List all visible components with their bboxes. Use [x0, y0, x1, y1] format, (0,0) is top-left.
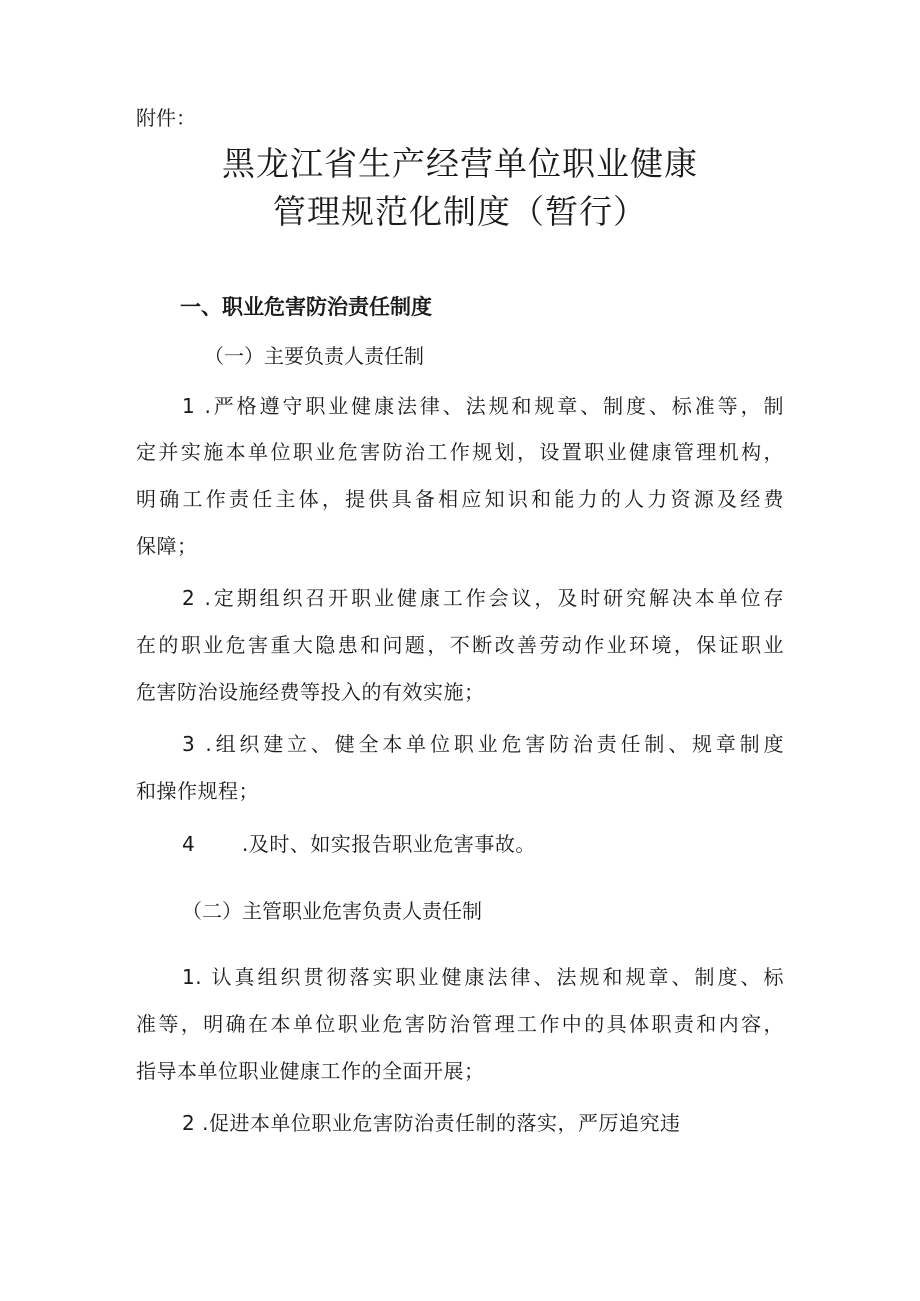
paragraph-line: 和操作规程； — [136, 779, 259, 803]
paragraph-line: 2 .促进本单位职业危害防治责任制的落实，严厉追究违 — [182, 1111, 681, 1135]
subsection-heading: （二）主管职业危害负责人责任制 — [182, 899, 482, 923]
paragraph-line: 1 .严格遵守职业健康法律、法规和规章、制度、标准等，制 — [182, 394, 784, 418]
paragraph-line: 危害防治设施经费等投入的有效实施； — [136, 680, 485, 704]
attachment-label: 附件： — [136, 106, 196, 130]
paragraph-line: 1. 认真组织贯彻落实职业健康法律、法规和规章、制度、标 — [182, 965, 784, 989]
paragraph-line: 保障； — [136, 534, 198, 558]
paragraph-line: 3 .组织建立、健全本单位职业危害防治责任制、规章制度 — [182, 732, 784, 756]
paragraph-line: .及时、如实报告职业危害事故。 — [242, 832, 536, 856]
subsection-heading: （一）主要负责人责任制 — [204, 344, 424, 368]
document-title-line-1: 黑龙江省生产经营单位职业健康 — [222, 144, 698, 183]
paragraph-line: 定并实施本单位职业危害防治工作规划，设置职业健康管理机构， — [136, 440, 784, 464]
section-heading: 一、职业危害防治责任制度 — [180, 295, 432, 319]
paragraph-line: 准等，明确在本单位职业危害防治管理工作中的具体职责和内容， — [136, 1012, 784, 1036]
paragraph-line: 在的职业危害重大隐患和问题，不断改善劳动作业环境，保证职业 — [136, 633, 784, 657]
paragraph-line: 指导本单位职业健康工作的全面开展； — [136, 1059, 485, 1083]
paragraph-line: 2 .定期组织召开职业健康工作会议，及时研究解决本单位存 — [182, 586, 784, 610]
list-number: 4 — [182, 832, 196, 856]
document-title-line-2: 管理规范化制度（暂行） — [273, 192, 647, 231]
paragraph-line: 明确工作责任主体，提供具备相应知识和能力的人力资源及经费 — [136, 487, 784, 511]
